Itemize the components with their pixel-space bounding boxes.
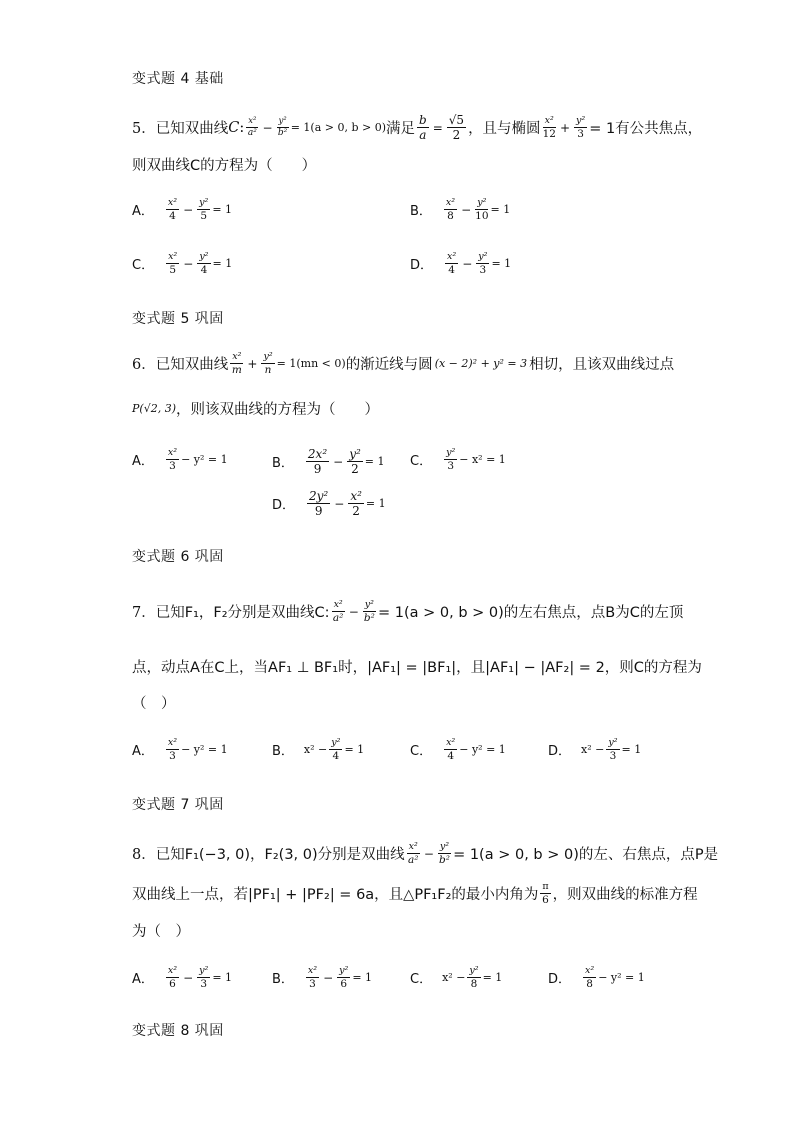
fraction: $\frac{√5}{2}$ [448, 113, 465, 142]
question-6-option-d[interactable]: D． $\frac{\text{2y²}}{9}$ − $\frac{\text{x²}}{2}$ = 1 [272, 489, 386, 518]
fraction: $\frac{\pi}{6}$ [542, 881, 549, 906]
question-6-line-1: 6． 已知双曲线 $\frac{\text{x²}}{m}$ + $\frac{\text{y²}}{n}$ = 1(mn < 0) 的渐近线与圆 (x − 2)² + y² = 3 相切，且该双曲线过点 [132, 351, 675, 376]
fraction: $\frac{b}{a}$ [419, 113, 427, 142]
question-5-option-a[interactable]: A． $\frac{\text{x²}}{4}$ − $\frac{\text{y²}}{5}$ = 1 [132, 197, 233, 222]
section-header-8: 变式题 8 巩固 [132, 1023, 224, 1039]
question-7-line-1: 7． 已知F₁，F₂分别是双曲线C: $\frac{\text{x²}}{\text{a²}}$ − $\frac{\text{y²}}{\text{b²}}$ = 1(a > 0, b > 0)的左右焦点，点B为C的左顶 [132, 599, 684, 624]
question-8-line-3: 为（ ） [132, 924, 190, 940]
fraction: $\frac{\text{x²}}{12}$ [542, 115, 556, 140]
fraction: $\frac{\text{y²}}{n}$ [263, 351, 273, 376]
section-header-4: 变式题 4 基础 [132, 71, 224, 87]
question-8-line-2: 双曲线上一点，若|PF₁| + |PF₂| = 6a，且△PF₁F₂的最小内角为 $\frac{\pi}{6}$ ，则双曲线的标准方程 [132, 881, 698, 906]
question-7-option-c[interactable]: C． $\frac{\text{x²}}{4}$ − y² = 1 [410, 737, 506, 762]
fraction: $\frac{\text{x²}}{\text{a²}}$ [408, 841, 419, 866]
question-5-option-d[interactable]: D． $\frac{\text{x²}}{4}$ − $\frac{\text{y²}}{3}$ = 1 [410, 251, 512, 276]
question-5-option-c[interactable]: C． $\frac{\text{x²}}{5}$ − $\frac{\text{y²}}{4}$ = 1 [132, 251, 233, 276]
fraction: $\frac{\text{x²}}{\text{a²}}$ [247, 116, 257, 138]
section-header-7: 变式题 7 巩固 [132, 797, 224, 813]
question-6-option-b[interactable]: B． $\frac{\text{2x²}}{9}$ − $\frac{\text{y²}}{2}$ = 1 [272, 447, 385, 476]
question-6-option-c[interactable]: C． $\frac{\text{y²}}{3}$ − x² = 1 [410, 447, 506, 472]
fraction: $\frac{\text{x²}}{m}$ [231, 351, 242, 376]
section-header-6: 变式题 6 巩固 [132, 549, 224, 565]
question-5-line-2: 则双曲线C的方程为（ ） [132, 158, 317, 174]
fraction: $\frac{\text{y²}}{\text{b²}}$ [277, 116, 288, 138]
question-8-option-a[interactable]: A． $\frac{\text{x²}}{6}$ − $\frac{\text{y²}}{3}$ = 1 [132, 965, 233, 990]
question-5-option-b[interactable]: B． $\frac{\text{x²}}{8}$ − $\frac{\text{y²}}{10}$ = 1 [410, 197, 511, 222]
question-5-line-1: 5． 已知双曲线 C : $\frac{\text{x²}}{\text{a²}}$ − $\frac{\text{y²}}{\text{b²}}$ = 1(a > 0, b > 0) 满足 $\frac{b}{a}$ = $\frac{√5}{2}$ ，且与椭圆 $\frac{\text{x²}}{12}$ + $\frac{\text{y²}}{3}$ = 1有公共焦点， [132, 113, 703, 142]
question-6-line-2: P(√2, 3) ，则该双曲线的方程为（ ） [132, 402, 379, 418]
question-7-line-3: （ ） [132, 696, 176, 712]
question-7-option-a[interactable]: A． $\frac{\text{x²}}{3}$ − y² = 1 [132, 737, 228, 762]
fraction: $\frac{\text{y²}}{\text{b²}}$ [439, 841, 450, 866]
fraction: $\frac{\text{y²}}{3}$ [576, 115, 586, 140]
question-8-option-b[interactable]: B． $\frac{\text{x²}}{3}$ − $\frac{\text{y²}}{6}$ = 1 [272, 965, 373, 990]
section-header-5: 变式题 5 巩固 [132, 311, 224, 327]
question-6-option-a[interactable]: A． $\frac{\text{x²}}{3}$ − y² = 1 [132, 447, 228, 472]
question-8-line-1: 8． 已知F₁(−3, 0)，F₂(3, 0)分别是双曲线 $\frac{\text{x²}}{\text{a²}}$ − $\frac{\text{y²}}{\text{b²}}$ = 1(a > 0, b > 0)的左、右焦点，点P是 [132, 841, 719, 866]
question-7-option-b[interactable]: B． x² − $\frac{\text{y²}}{4}$ = 1 [272, 737, 365, 762]
question-7-option-d[interactable]: D． x² − $\frac{\text{y²}}{3}$ = 1 [548, 737, 642, 762]
fraction: $\frac{\text{y²}}{\text{b²}}$ [363, 599, 375, 624]
question-8-option-c[interactable]: C． x² − $\frac{\text{y²}}{8}$ = 1 [410, 965, 503, 990]
question-7-line-2: 点，动点A在C上，当AF₁ ⊥ BF₁时，|AF₁| = |BF₁|，且|AF₁| − |AF₂| = 2，则C的方程为 [132, 660, 702, 676]
question-8-option-d[interactable]: D． $\frac{\text{x²}}{8}$ − y² = 1 [548, 965, 645, 990]
fraction: $\frac{\text{x²}}{\text{a²}}$ [332, 599, 344, 624]
